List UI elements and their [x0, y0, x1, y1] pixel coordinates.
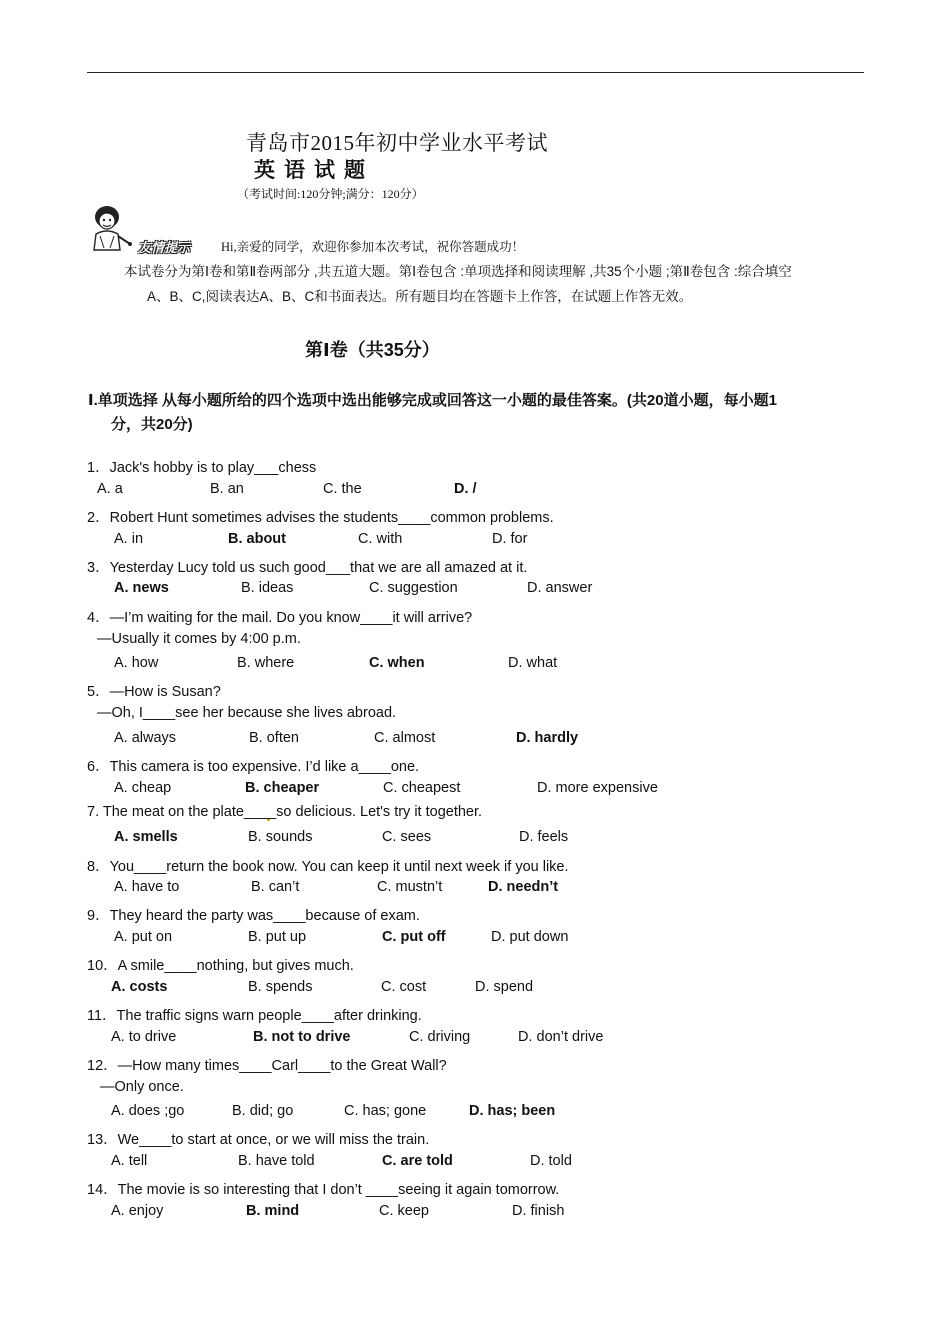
- answer-option: C. sees: [382, 829, 432, 845]
- question-stem: 10．A smile____nothing, but gives much.: [87, 958, 354, 974]
- question-stem: 3．Yesterday Lucy told us such good___that we are all amazed at it.: [87, 560, 528, 576]
- question-stem: 1．Jack's hobby is to play___chess: [87, 460, 317, 476]
- answer-option: A. does ;go: [111, 1103, 185, 1119]
- greeting: Hi,亲爱的同学，欢迎你参加本次考试，祝你答题成功！: [221, 240, 525, 254]
- answer-option: C. has; gone: [344, 1103, 427, 1119]
- question-stem: 5．—How is Susan?: [87, 684, 221, 700]
- answer-option: A. cheap: [114, 780, 172, 796]
- section-instruction-line-2: 分，共20分): [111, 416, 193, 433]
- answer-option: A. to drive: [111, 1029, 177, 1045]
- answer-option: C. with: [358, 531, 403, 547]
- intro-line-2: A、B、C,阅读表达A、B、C和书面表达。所有题目均在答题卡上作答，在试题上作答无效。: [147, 289, 693, 304]
- answer-option-correct: D. /: [454, 481, 477, 497]
- answer-option: A. a: [97, 481, 123, 497]
- answer-option: C. almost: [374, 730, 436, 746]
- question-stem: 7. The meat on the plate____so delicious. Let's try it together.: [87, 804, 483, 820]
- answer-option: D. answer: [527, 580, 593, 596]
- answer-option: A. tell: [111, 1153, 148, 1169]
- answer-option: B. often: [249, 730, 299, 746]
- question-stem: 14．The movie is so interesting that I don’t ____seeing it again tomorrow.: [87, 1182, 560, 1198]
- intro-line-1: 本试卷分为第Ⅰ卷和第Ⅱ卷两部分 ,共五道大题。第Ⅰ卷包含 :单项选择和阅读理解 ,共35个小题 ;第Ⅱ卷包含 :综合填空: [124, 264, 792, 279]
- answer-option: A. always: [114, 730, 177, 746]
- tip-label: 友情提示: [138, 240, 191, 255]
- part-title: 第Ⅰ卷（共35分）: [305, 340, 440, 360]
- answer-option: B. ideas: [241, 580, 294, 596]
- question-stem: 6．This camera is too expensive. I’d like a____one.: [87, 759, 420, 775]
- answer-option: D. spend: [475, 979, 534, 995]
- answer-option: A. how: [114, 655, 159, 671]
- answer-option: B. put up: [248, 929, 307, 945]
- answer-option-correct: D. needn’t: [488, 879, 559, 895]
- answer-option: C. driving: [409, 1029, 471, 1045]
- subject-title: 英语试题: [254, 158, 374, 182]
- answer-option: B. sounds: [248, 829, 313, 845]
- question-stem: 8．You____return the book now. You can keep it until next week if you like.: [87, 859, 569, 875]
- answer-option: B. where: [237, 655, 295, 671]
- answer-option: C. the: [323, 481, 362, 497]
- answer-option: D. feels: [519, 829, 569, 845]
- answer-option: D. more expensive: [537, 780, 658, 796]
- question-dialogue-line: —Only once.: [100, 1079, 184, 1095]
- answer-option: B. have told: [238, 1153, 315, 1169]
- answer-option-correct: D. has; been: [469, 1103, 556, 1119]
- answer-option: D. put down: [491, 929, 569, 945]
- answer-option: C. suggestion: [369, 580, 458, 596]
- answer-option: D. told: [530, 1153, 572, 1169]
- answer-option: D. for: [492, 531, 528, 547]
- answer-option: B. did; go: [232, 1103, 294, 1119]
- answer-option-correct: C. are told: [382, 1153, 453, 1169]
- answer-option: A. enjoy: [111, 1203, 164, 1219]
- mascot-icon: [88, 204, 132, 252]
- answer-option: A. put on: [114, 929, 173, 945]
- answer-option: B. can’t: [251, 879, 300, 895]
- question-stem: 4．—I’m waiting for the mail. Do you know____it will arrive?: [87, 610, 473, 626]
- exam-title: 青岛市2015年初中学业水平考试: [246, 131, 548, 155]
- answer-option-correct: D. hardly: [516, 730, 579, 746]
- answer-option-correct: B. cheaper: [245, 780, 320, 796]
- exam-info: （考试时间:120分钟;满分：120分）: [237, 187, 424, 201]
- question-dialogue-line: —Oh, I____see her because she lives abroad.: [97, 705, 397, 721]
- answer-option-correct: C. put off: [382, 929, 446, 945]
- answer-option-correct: B. not to drive: [253, 1029, 351, 1045]
- answer-option-correct: A. costs: [111, 979, 168, 995]
- question-stem: 11．The traffic signs warn people____after drinking.: [87, 1008, 422, 1024]
- question-stem: 2．Robert Hunt sometimes advises the students____common problems.: [87, 510, 554, 526]
- question-stem: 9．They heard the party was____because of exam.: [87, 908, 420, 924]
- question-stem: 12．—How many times____Carl____to the Great Wall?: [87, 1058, 447, 1074]
- question-dialogue-line: —Usually it comes by 4:00 p.m.: [97, 631, 301, 647]
- answer-option: D. don’t drive: [518, 1029, 604, 1045]
- answer-option: A. have to: [114, 879, 180, 895]
- answer-option: A. in: [114, 531, 144, 547]
- question-stem: 13．We____to start at once, or we will miss the train.: [87, 1132, 430, 1148]
- answer-option: C. mustn’t: [377, 879, 443, 895]
- answer-option: D. finish: [512, 1203, 565, 1219]
- answer-option-correct: C. when: [369, 655, 425, 671]
- answer-option-correct: B. mind: [246, 1203, 300, 1219]
- header-rule: [87, 72, 864, 73]
- answer-option: C. keep: [379, 1203, 429, 1219]
- answer-option: C. cheapest: [383, 780, 461, 796]
- section-instruction-line-1: Ⅰ.单项选择 从每小题所给的四个选项中选出能够完成或回答这一小题的最佳答案。(共20道小题，每小题1: [88, 392, 777, 409]
- answer-option: B. an: [210, 481, 244, 497]
- answer-option-correct: B. about: [228, 531, 286, 547]
- answer-option: C. cost: [381, 979, 427, 995]
- answer-option-correct: A. smells: [114, 829, 178, 845]
- answer-option: B. spends: [248, 979, 313, 995]
- answer-option: D. what: [508, 655, 558, 671]
- answer-option-correct: A. news: [114, 580, 169, 596]
